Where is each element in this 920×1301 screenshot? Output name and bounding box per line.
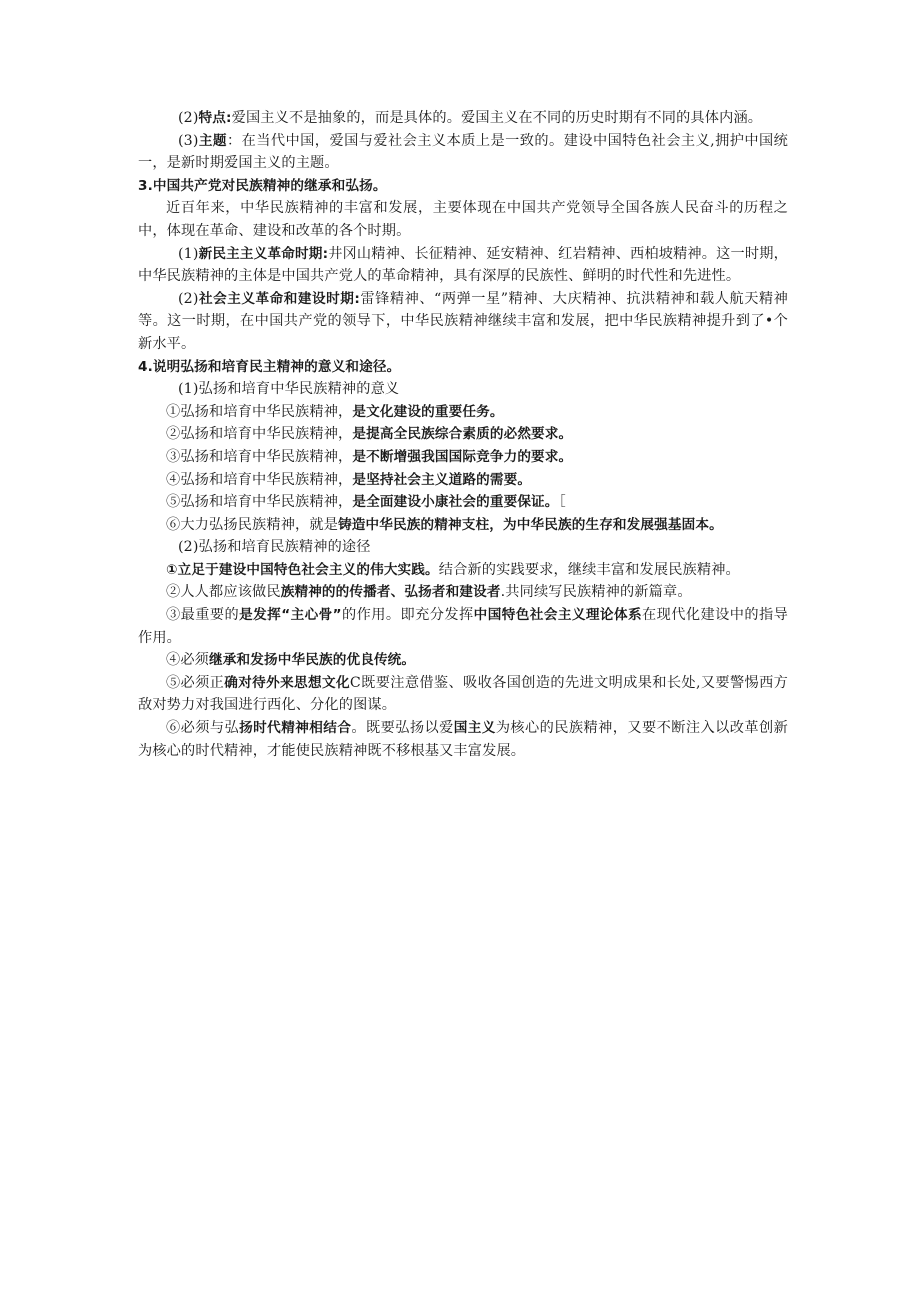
list-item: ⑤必须正确对待外来思想文化C既要注意借鉴、吸收各国创造的先进文明成果和长处,又要警惕西方敌对势力对我国进行西化、分化的图谋。 xyxy=(138,674,788,714)
subheading-approach: (2)弘扬和培育民族精神的途径 xyxy=(178,539,371,556)
list-item: ①弘扬和培育中华民族精神，是文化建设的重要任务。 xyxy=(166,403,504,420)
paragraph-theme xyxy=(138,130,788,175)
list-item: ⑥大力弘扬民族精神，就是铸造中华民族的精神支柱，为中华民族的生存和发展强基固本。 xyxy=(166,516,723,533)
list-item: ③弘扬和培育中华民族精神，是不断增强我国国际竞争力的要求。 xyxy=(166,448,573,465)
paragraph-new-democratic xyxy=(138,243,788,288)
list-item: ④必须继承和发扬中华民族的优良传统。 xyxy=(166,652,416,669)
item-number: (2) xyxy=(178,290,199,307)
paragraph-intro: 近百年来，中华民族精神的丰富和发展，主要体现在中国共产党领导全国各族人民奋斗的历程之中，体现在革命、建设和改革的各个时期。 xyxy=(138,200,788,239)
item-label: 新民主主义革命时期: xyxy=(198,245,329,262)
item-text: ：在当代中国，爱国与爱社会主义本质上是一致的。建设中国特色社会主义,拥护中国统一，是新时期爱国主义的主题。 xyxy=(138,132,788,172)
list-item: ②弘扬和培育中华民族精神，是提高全民族综合素质的必然要求。 xyxy=(166,426,573,443)
list-item: ③最重要的是发挥“主心骨”的作用。即充分发挥中国特色社会主义理论体系在现代化建设中的指导作用。 xyxy=(138,607,788,646)
item-label: 主题 xyxy=(198,132,227,149)
list-item: ⑤弘扬和培育中华民族精神，是全面建设小康社会的重要保证。［ xyxy=(166,494,566,511)
item-label: 特点: xyxy=(198,110,232,126)
item-number: (3) xyxy=(178,132,199,149)
section-heading-3: 3.中国共产党对民族精神的继承和弘扬。 xyxy=(138,177,387,194)
item-number: (1) xyxy=(178,245,199,262)
list-item: ②人人都应该做民族精神的的传播者、弘扬者和建设者.共同续写民族精神的新篇章。 xyxy=(166,584,692,601)
list-item: ①立足于建设中国特色社会主义的伟大实践。结合新的实践要求，继续丰富和发展民族精神。 xyxy=(166,561,740,578)
paragraph-feature xyxy=(138,107,788,130)
subheading-significance: (1)弘扬和培育中华民族精神的意义 xyxy=(178,381,400,398)
section-heading-4: 4.说明弘扬和培育民主精神的意义和途径。 xyxy=(138,358,401,375)
item-number: (2) xyxy=(178,110,199,126)
item-text: 爱国主义不是抽象的，而是具体的。爱国主义在不同的历史时期有不同的具体内涵。 xyxy=(231,110,763,126)
item-label: 社会主义革命和建设时期: xyxy=(198,290,361,307)
list-item: ⑥必须与弘扬时代精神相结合。既要弘扬以爱国主义为核心的民族精神，又要不断注入以改革创新为核心的时代精神，才能使民族精神既不移根基又丰富发展。 xyxy=(138,720,788,759)
item-text: 井冈山精神、长征精神、延安精神、红岩精神、西柏坡精神。这一时期，中华民族精神的主体是中国共产党人的革命精神，具有深厚的民族性、鲜明的时代性和先进性。 xyxy=(138,245,788,285)
document-body xyxy=(138,107,788,762)
item-text: 雷锋精神、“两弹一星”精神、大庆精神、抗洪精神和载人航天精神等。这一时期，在中国共产党的领导下，中华民族精神继续丰富和发展，把中华民族精神提升到了•个新水平。 xyxy=(138,290,788,352)
paragraph-socialist-construction xyxy=(138,288,788,356)
list-item: ④弘扬和培育中华民族精神，是坚持社会主义道路的需要。 xyxy=(166,471,532,488)
